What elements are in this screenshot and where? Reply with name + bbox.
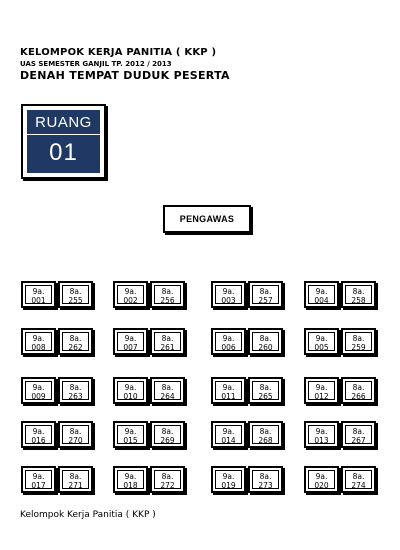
seat-class: 8a.: [161, 287, 174, 296]
seat: [58, 281, 93, 308]
seat-number: 271: [68, 481, 83, 489]
seat-label: [345, 285, 372, 304]
seat-class: 9a.: [222, 383, 235, 392]
seat: [304, 377, 339, 404]
seat: [150, 281, 185, 308]
seat-number: 255: [68, 296, 83, 304]
seat-class: 8a.: [259, 334, 272, 343]
seat: [150, 466, 185, 493]
seat-number: 012: [314, 392, 329, 400]
seat: [341, 281, 376, 308]
seat-class: 8a.: [352, 334, 365, 343]
seat-number: 010: [123, 392, 138, 400]
seat: [341, 377, 376, 404]
seat-label: [154, 470, 181, 489]
seat-label: [345, 470, 372, 489]
seat: [21, 466, 56, 493]
seat-label: [308, 285, 335, 304]
seat: [304, 466, 339, 493]
seat-class: 8a.: [69, 287, 82, 296]
seat-number: 269: [160, 436, 175, 444]
seat-number: 018: [123, 481, 138, 489]
room-label: RUANG: [35, 114, 92, 131]
seat-label: [252, 381, 279, 400]
seat-label: [117, 470, 144, 489]
seat-number: 270: [68, 436, 83, 444]
seat-label: [215, 470, 242, 489]
seat-number: 008: [31, 343, 46, 351]
seat-label: [215, 285, 242, 304]
seat-number: 009: [31, 392, 46, 400]
seat-class: 9a.: [124, 287, 137, 296]
seat-class: 8a.: [161, 383, 174, 392]
seat-class: 9a.: [315, 383, 328, 392]
seat-label: [25, 285, 52, 304]
seat-number: 264: [160, 392, 175, 400]
seat-class: 9a.: [222, 472, 235, 481]
seat-number: 003: [221, 296, 236, 304]
seat-number: 017: [31, 481, 46, 489]
seat-label: [154, 425, 181, 444]
seat-number: 004: [314, 296, 329, 304]
seat: [248, 281, 283, 308]
seat-class: 8a.: [69, 383, 82, 392]
seat-number: 263: [68, 392, 83, 400]
seat-label: [62, 425, 89, 444]
seat-class: 8a.: [259, 427, 272, 436]
seat-class: 9a.: [315, 427, 328, 436]
seat-label: [308, 425, 335, 444]
seat: [58, 466, 93, 493]
seat-number: 019: [221, 481, 236, 489]
seat: [58, 377, 93, 404]
seat-label: [252, 470, 279, 489]
seat-number: 011: [221, 392, 236, 400]
seat-label: [215, 425, 242, 444]
seat-number: 273: [258, 481, 273, 489]
footer-text: Kelompok Kerja Panitia ( KKP ): [20, 510, 156, 520]
seat-class: 8a.: [161, 334, 174, 343]
seat-class: 9a.: [32, 383, 45, 392]
seat-label: [25, 425, 52, 444]
seat: [248, 421, 283, 448]
seat-label: [215, 332, 242, 351]
seat: [150, 377, 185, 404]
seat: [150, 328, 185, 355]
seat-label: [117, 332, 144, 351]
seat-label: [308, 470, 335, 489]
seat-label: [117, 425, 144, 444]
seat-class: 9a.: [32, 287, 45, 296]
seat-label: [345, 425, 372, 444]
seat-number: 001: [31, 296, 46, 304]
seat-class: 8a.: [259, 472, 272, 481]
seat: [58, 421, 93, 448]
seat: [248, 466, 283, 493]
seat-number: 272: [160, 481, 175, 489]
seat-number: 007: [123, 343, 138, 351]
seat-label: [117, 285, 144, 304]
room-divider: [27, 134, 100, 135]
seat-label: [117, 381, 144, 400]
seat-label: [62, 332, 89, 351]
seat: [113, 377, 148, 404]
seat-class: 9a.: [124, 472, 137, 481]
seat: [341, 466, 376, 493]
seat-label: [252, 425, 279, 444]
seat: [304, 281, 339, 308]
seat: [248, 377, 283, 404]
seat-class: 9a.: [315, 472, 328, 481]
room-number: 01: [49, 139, 78, 166]
seat: [21, 281, 56, 308]
seat-number: 262: [68, 343, 83, 351]
seat: [113, 328, 148, 355]
seat-class: 9a.: [315, 334, 328, 343]
seat-label: [308, 332, 335, 351]
seat-number: 006: [221, 343, 236, 351]
seat: [304, 328, 339, 355]
seat-number: 020: [314, 481, 329, 489]
seat-class: 9a.: [124, 427, 137, 436]
seat-number: 016: [31, 436, 46, 444]
seat-number: 259: [351, 343, 366, 351]
seat-label: [154, 332, 181, 351]
seat: [21, 328, 56, 355]
seat: [21, 377, 56, 404]
header-exam: UAS SEMESTER GANJIL TP. 2012 / 2013: [20, 60, 172, 68]
seat: [113, 421, 148, 448]
seat-label: [62, 285, 89, 304]
seat-number: 257: [258, 296, 273, 304]
header-title: DENAH TEMPAT DUDUK PESERTA: [20, 69, 230, 82]
seat-label: [25, 470, 52, 489]
seat-class: 9a.: [32, 427, 45, 436]
seat: [211, 421, 246, 448]
seat-label: [345, 332, 372, 351]
seat-class: 8a.: [352, 383, 365, 392]
seat-number: 015: [123, 436, 138, 444]
seat: [211, 328, 246, 355]
seat: [150, 421, 185, 448]
seat: [341, 328, 376, 355]
seat-number: 013: [314, 436, 329, 444]
seat-class: 8a.: [259, 383, 272, 392]
seat-label: [345, 381, 372, 400]
seat-class: 8a.: [161, 472, 174, 481]
seat: [113, 281, 148, 308]
seat: [113, 466, 148, 493]
seat-label: [25, 332, 52, 351]
seat-class: 8a.: [352, 287, 365, 296]
seat-class: 9a.: [32, 472, 45, 481]
seat-class: 9a.: [32, 334, 45, 343]
seat-class: 8a.: [352, 472, 365, 481]
room-box: [21, 104, 106, 179]
seat-class: 9a.: [222, 287, 235, 296]
seat-label: [252, 285, 279, 304]
seat-number: 260: [258, 343, 273, 351]
seat-number: 266: [351, 392, 366, 400]
seat-class: 8a.: [69, 334, 82, 343]
seat-label: [252, 332, 279, 351]
seat-class: 8a.: [69, 472, 82, 481]
seat-number: 258: [351, 296, 366, 304]
seat: [211, 466, 246, 493]
seat-label: [62, 470, 89, 489]
seat-number: 014: [221, 436, 236, 444]
seat-number: 005: [314, 343, 329, 351]
seat-label: [25, 381, 52, 400]
seat-class: 8a.: [352, 427, 365, 436]
seat-class: 8a.: [69, 427, 82, 436]
seat: [58, 328, 93, 355]
seat: [211, 377, 246, 404]
seat: [341, 421, 376, 448]
seat-label: [154, 285, 181, 304]
seat: [304, 421, 339, 448]
seat-number: 268: [258, 436, 273, 444]
seat-number: 261: [160, 343, 175, 351]
room-panel: [27, 110, 100, 173]
supervisor-desk: PENGAWAS: [163, 205, 251, 233]
seat-label: [62, 381, 89, 400]
header-organization: KELOMPOK KERJA PANITIA ( KKP ): [20, 47, 217, 58]
seat-class: 9a.: [124, 334, 137, 343]
seat-number: 265: [258, 392, 273, 400]
seat-number: 002: [123, 296, 138, 304]
seat-class: 9a.: [315, 287, 328, 296]
seat-number: 267: [351, 436, 366, 444]
seat-class: 8a.: [259, 287, 272, 296]
seat-number: 274: [351, 481, 366, 489]
seat-label: [215, 381, 242, 400]
seat: [248, 328, 283, 355]
seat-class: 9a.: [222, 427, 235, 436]
seat-class: 9a.: [222, 334, 235, 343]
seat: [21, 421, 56, 448]
seat-label: [154, 381, 181, 400]
seat-class: 9a.: [124, 383, 137, 392]
seat: [211, 281, 246, 308]
seat-label: [308, 381, 335, 400]
seat-class: 8a.: [161, 427, 174, 436]
seat-number: 256: [160, 296, 175, 304]
